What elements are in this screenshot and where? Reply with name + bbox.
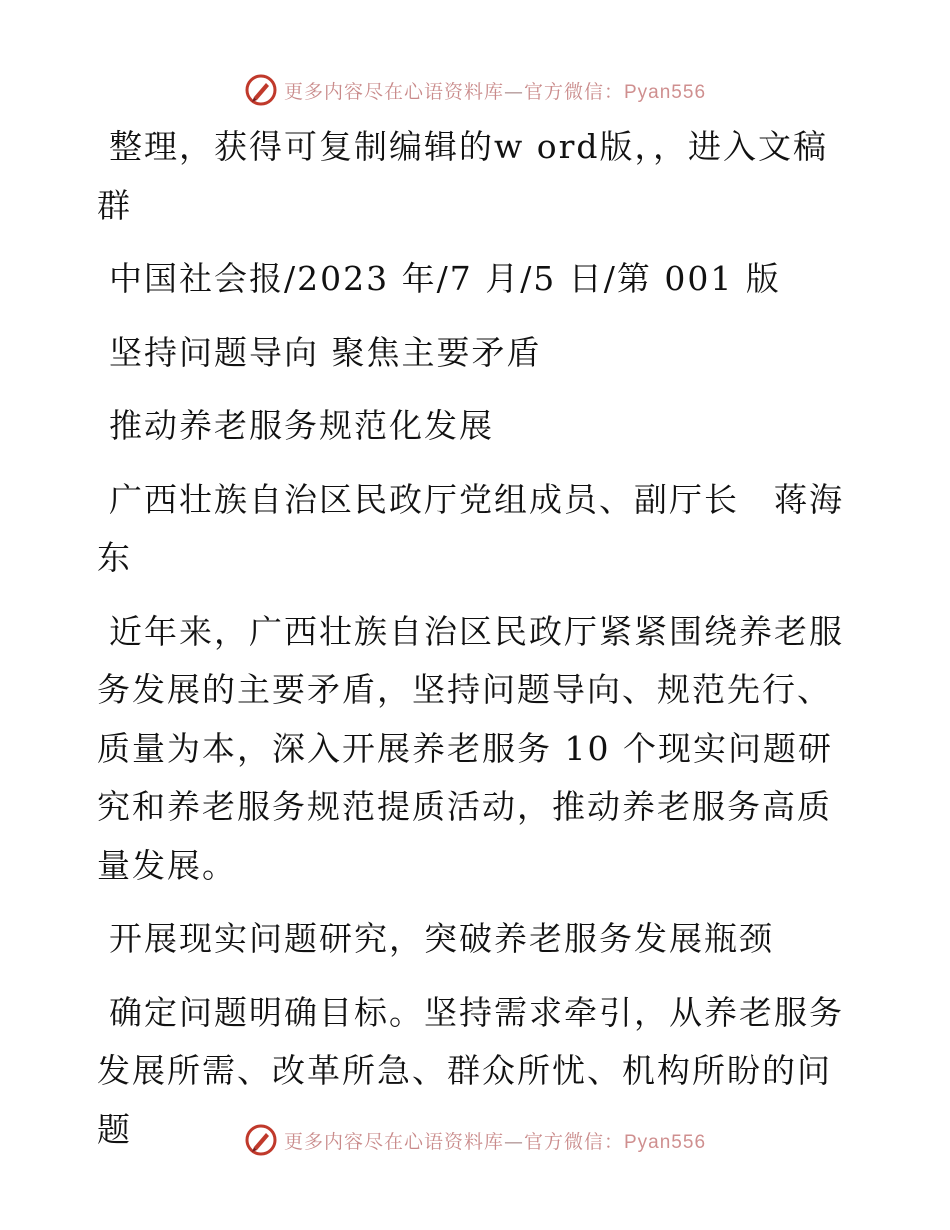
watermark-separator: — (503, 1130, 524, 1153)
article-title-line1: 坚持问题导向 聚焦主要矛盾 (109, 332, 542, 372)
paragraph-source: 中国社会报/2023 年/7 月/5 日/第 001 版 (109, 259, 781, 298)
watermark-site: 更多内容尽在心语资料库 (283, 1130, 504, 1153)
pen-logo-icon (244, 1123, 278, 1157)
header-watermark (0, 70, 950, 110)
footer-watermark (0, 1120, 950, 1160)
watermark-text (284, 1127, 706, 1154)
paragraph-body-1: 近年来，广西壮族自治区民政厅紧紧围绕养老服务发展的主要矛盾，坚持问题导向、规范先行、质量为本，深入开展养老服务 10 个现实问题研究和养老服务规范提质活动，推动养老服务高质量发展。 (97, 611, 844, 885)
article-author: 广西壮族自治区民政厅党组成员、副厅长 蒋海东 (97, 479, 844, 577)
watermark-wechat-id: Pyan556 (624, 1131, 707, 1153)
watermark-wechat-label: 官方微信： (523, 1130, 624, 1153)
section-heading: 开展现实问题研究，突破养老服务发展瓶颈 (109, 919, 774, 958)
article-title-line2: 推动养老服务规范化发展 (109, 406, 494, 445)
document-body (97, 118, 857, 1174)
watermark-text (284, 77, 706, 104)
paragraph-intro: 整理，获得可复制编辑的w ord版，，进入文稿群 (97, 127, 829, 225)
watermark-separator: — (503, 80, 524, 103)
paragraph-body-2: 确定问题明确目标。坚持需求牵引，从养老服务发展所需、改革所急、群众所忧、机构所盼的问题 (97, 992, 844, 1149)
watermark-wechat-label: 官方微信： (523, 80, 624, 103)
watermark-wechat-id: Pyan556 (624, 81, 707, 103)
watermark-site: 更多内容尽在心语资料库 (283, 80, 504, 103)
pen-logo-icon (244, 73, 278, 107)
